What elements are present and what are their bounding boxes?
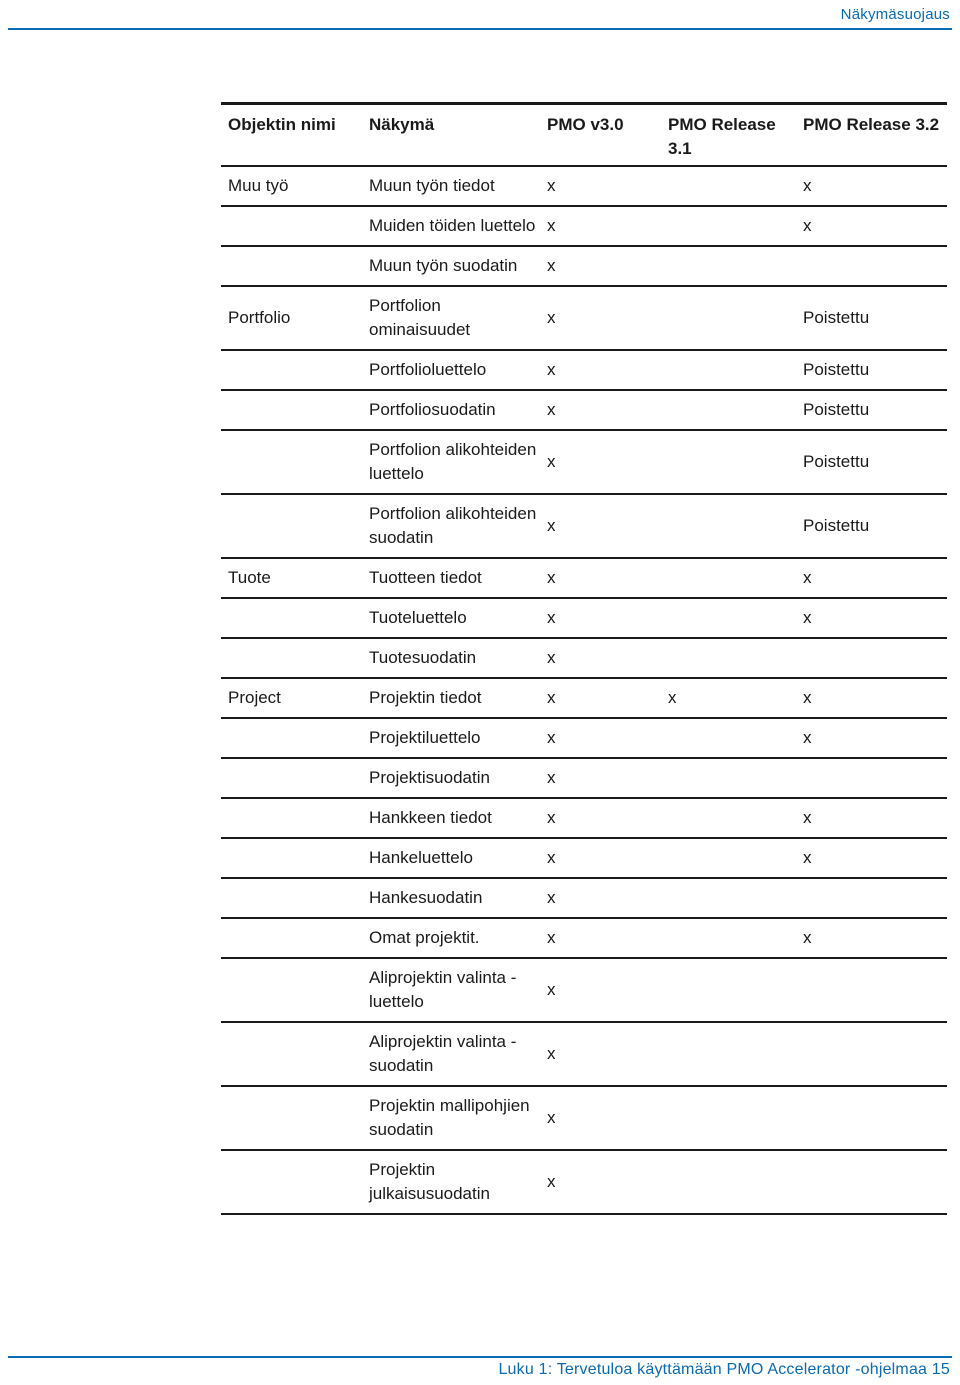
- pmo-r31-cell: [661, 958, 796, 1022]
- pmo-r31-cell: [661, 206, 796, 246]
- view-name-cell: Portfolioluettelo: [369, 360, 487, 379]
- pmo-v30-cell: x: [547, 308, 556, 327]
- table-row: [221, 494, 947, 558]
- view-name-cell: Hankesuodatin: [369, 888, 483, 907]
- pmo-r31-cell: [661, 758, 796, 798]
- view-name-cell: Hankkeen tiedot: [369, 808, 492, 827]
- view-name-cell: Muun työn suodatin: [369, 256, 518, 275]
- column-header: PMO Release 3.2: [803, 115, 940, 134]
- view-name-cell: Aliprojektin valinta -luettelo: [369, 968, 517, 1011]
- pmo-v30-cell: x: [547, 688, 556, 707]
- pmo-v30-cell: x: [547, 728, 556, 747]
- object-name-cell: [221, 798, 362, 838]
- object-name-cell: [221, 1086, 362, 1150]
- pmo-r32-cell: [796, 638, 947, 678]
- pmo-r32-cell: [796, 758, 947, 798]
- object-name-cell: [221, 246, 362, 286]
- table-row: [221, 350, 947, 390]
- pmo-r31-cell: [661, 878, 796, 918]
- pmo-r32-cell: x: [803, 216, 812, 235]
- pmo-v30-cell: x: [547, 1108, 556, 1127]
- view-name-cell: Projektin julkaisusuodatin: [369, 1160, 490, 1203]
- pmo-r31-cell: [661, 718, 796, 758]
- view-name-cell: Hankeluettelo: [369, 848, 473, 867]
- table-row: [221, 638, 947, 678]
- table-row: [221, 918, 947, 958]
- object-name-cell: Tuote: [228, 568, 271, 587]
- table-row: [221, 430, 947, 494]
- pmo-r31-cell: [661, 798, 796, 838]
- pmo-r31-cell: [661, 918, 796, 958]
- table-row: [221, 678, 947, 718]
- pmo-v30-cell: x: [547, 928, 556, 947]
- column-header: PMO v3.0: [547, 115, 624, 134]
- object-name-cell: [221, 718, 362, 758]
- table-row: [221, 1086, 947, 1150]
- view-name-cell: Projektisuodatin: [369, 768, 490, 787]
- object-name-cell: [221, 1150, 362, 1214]
- pmo-r31-cell: [661, 598, 796, 638]
- table-row: [221, 558, 947, 598]
- table-body: [221, 166, 947, 1214]
- pmo-r31-cell: [661, 638, 796, 678]
- column-header: Objektin nimi: [228, 115, 336, 134]
- pmo-r31-cell: [661, 166, 796, 206]
- view-name-cell: Aliprojektin valinta -suodatin: [369, 1032, 517, 1075]
- table-row: [221, 390, 947, 430]
- pmo-v30-cell: x: [547, 452, 556, 471]
- object-name-cell: [221, 958, 362, 1022]
- pmo-r32-cell: [796, 1022, 947, 1086]
- object-name-cell: [221, 918, 362, 958]
- pmo-r32-cell: [796, 958, 947, 1022]
- object-name-cell: [221, 206, 362, 246]
- pmo-r32-cell: Poistettu: [803, 452, 870, 471]
- pmo-r32-cell: Poistettu: [803, 308, 870, 327]
- pmo-r31-cell: x: [668, 688, 677, 707]
- view-name-cell: Muun työn tiedot: [369, 176, 495, 195]
- pmo-r31-cell: [661, 558, 796, 598]
- pmo-v30-cell: x: [547, 216, 556, 235]
- pmo-v30-cell: x: [547, 400, 556, 419]
- pmo-v30-cell: x: [547, 1172, 556, 1191]
- pmo-r31-cell: [661, 390, 796, 430]
- object-name-cell: Project: [228, 688, 281, 707]
- pmo-v30-cell: x: [547, 980, 556, 999]
- pmo-v30-cell: x: [547, 848, 556, 867]
- pmo-r32-cell: x: [803, 928, 812, 947]
- table-row: [221, 286, 947, 350]
- pmo-v30-cell: x: [547, 888, 556, 907]
- pmo-r32-cell: [796, 878, 947, 918]
- view-name-cell: Projektiluettelo: [369, 728, 481, 747]
- table-row: [221, 1022, 947, 1086]
- footer-rule: [8, 1356, 952, 1358]
- object-name-cell: [221, 838, 362, 878]
- view-name-cell: Portfolion alikohteiden suodatin: [369, 504, 537, 547]
- pmo-r32-cell: Poistettu: [803, 360, 870, 379]
- view-name-cell: Portfoliosuodatin: [369, 400, 496, 419]
- view-security-table: [221, 102, 947, 1215]
- view-name-cell: Muiden töiden luettelo: [369, 216, 536, 235]
- table-header-row: [221, 104, 947, 167]
- header-rule: [8, 28, 952, 30]
- pmo-v30-cell: x: [547, 648, 556, 667]
- pmo-r31-cell: [661, 1150, 796, 1214]
- pmo-r32-cell: x: [803, 728, 812, 747]
- view-name-cell: Tuotteen tiedot: [369, 568, 482, 587]
- table-row: [221, 206, 947, 246]
- pmo-v30-cell: x: [547, 808, 556, 827]
- pmo-r32-cell: x: [803, 176, 812, 195]
- pmo-r31-cell: [661, 246, 796, 286]
- view-name-cell: Portfolion ominaisuudet: [369, 296, 471, 339]
- pmo-r32-cell: x: [803, 608, 812, 627]
- pmo-r31-cell: [661, 286, 796, 350]
- pmo-r31-cell: [661, 430, 796, 494]
- view-name-cell: Omat projektit.: [369, 928, 480, 947]
- object-name-cell: Muu työ: [228, 176, 289, 195]
- pmo-v30-cell: x: [547, 568, 556, 587]
- object-name-cell: [221, 638, 362, 678]
- table-row: [221, 166, 947, 206]
- table-row: [221, 246, 947, 286]
- view-name-cell: Portfolion alikohteiden luettelo: [369, 440, 537, 483]
- pmo-r31-cell: [661, 494, 796, 558]
- running-footer: Luku 1: Tervetuloa käyttämään PMO Accelerator -ohjelmaa 15: [498, 1361, 950, 1378]
- pmo-r31-cell: [661, 1086, 796, 1150]
- pmo-r31-cell: [661, 838, 796, 878]
- table-row: [221, 798, 947, 838]
- table-row: [221, 1150, 947, 1214]
- table-row: [221, 718, 947, 758]
- pmo-v30-cell: x: [547, 608, 556, 627]
- pmo-r31-cell: [661, 350, 796, 390]
- table-row: [221, 758, 947, 798]
- pmo-r32-cell: x: [803, 688, 812, 707]
- view-name-cell: Tuotesuodatin: [369, 648, 477, 667]
- object-name-cell: [221, 878, 362, 918]
- pmo-v30-cell: x: [547, 1044, 556, 1063]
- view-name-cell: Tuoteluettelo: [369, 608, 467, 627]
- object-name-cell: [221, 598, 362, 638]
- object-name-cell: [221, 390, 362, 430]
- table-row: [221, 838, 947, 878]
- column-header: PMO Release 3.1: [668, 115, 776, 158]
- view-name-cell: Projektin tiedot: [369, 688, 482, 707]
- pmo-r32-cell: Poistettu: [803, 400, 870, 419]
- column-header: Näkymä: [369, 115, 435, 134]
- table-row: [221, 958, 947, 1022]
- pmo-v30-cell: x: [547, 360, 556, 379]
- pmo-r32-cell: [796, 246, 947, 286]
- object-name-cell: [221, 430, 362, 494]
- pmo-v30-cell: x: [547, 176, 556, 195]
- pmo-r32-cell: x: [803, 848, 812, 867]
- pmo-r32-cell: [796, 1150, 947, 1214]
- object-name-cell: [221, 350, 362, 390]
- object-name-cell: [221, 494, 362, 558]
- object-name-cell: Portfolio: [228, 308, 291, 327]
- running-header: Näkymäsuojaus: [840, 6, 950, 23]
- table-row: [221, 598, 947, 638]
- pmo-r32-cell: x: [803, 808, 812, 827]
- object-name-cell: [221, 1022, 362, 1086]
- pmo-v30-cell: x: [547, 256, 556, 275]
- object-name-cell: [221, 758, 362, 798]
- view-name-cell: Projektin mallipohjien suodatin: [369, 1096, 530, 1139]
- pmo-v30-cell: x: [547, 768, 556, 787]
- pmo-r32-cell: Poistettu: [803, 516, 870, 535]
- pmo-r32-cell: [796, 1086, 947, 1150]
- pmo-r32-cell: x: [803, 568, 812, 587]
- pmo-r31-cell: [661, 1022, 796, 1086]
- pmo-v30-cell: x: [547, 516, 556, 535]
- table-row: [221, 878, 947, 918]
